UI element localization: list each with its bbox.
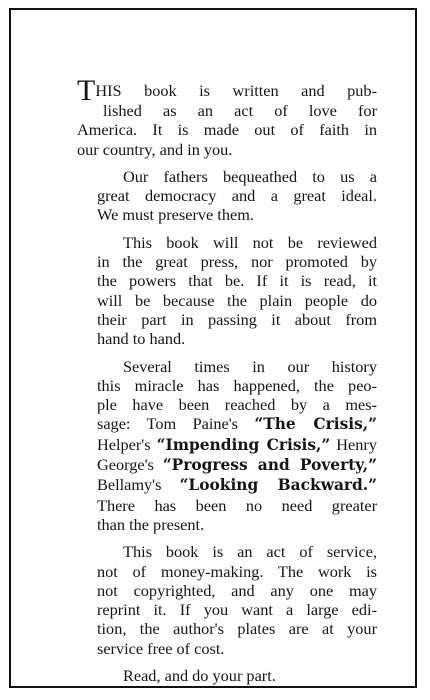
paragraph-6 — [77, 666, 377, 685]
paragraph-4-line-4 — [77, 414, 377, 434]
paragraph-4-line-5 — [77, 435, 377, 455]
paragraph-6-line-1: Read, and do your part. — [123, 666, 276, 686]
paragraph-4-line-6 — [77, 455, 377, 475]
text-block — [77, 74, 377, 693]
paragraph-3-line-2: in the great press, nor promoted by — [97, 252, 377, 272]
paragraph-3 — [77, 233, 377, 349]
paragraph-5-line-2: not of money-making. The work is — [97, 561, 377, 581]
paragraph-3-line-4: will be because the plain people do — [97, 290, 377, 310]
paragraph-1-line-2: lished as an act of love for — [103, 101, 377, 120]
paragraph-3-line-1: This book will not be reviewed — [123, 232, 377, 252]
paragraph-3-line-3: the powers that be. If it is read, it — [97, 271, 377, 291]
paragraph-4-line-5-text: Helper's — [97, 434, 157, 454]
title-progress-and-poverty: “Progress and Poverty,” — [162, 456, 377, 475]
paragraph-5-line-5: tion, the author's plates are at your — [97, 619, 377, 639]
paragraph-1-line-4: our country, and in you. — [77, 139, 233, 159]
paragraph-2-line-1: Our fathers bequeathed to us a — [123, 166, 377, 186]
page-border — [9, 8, 417, 688]
paragraph-4 — [77, 357, 377, 535]
paragraph-4-line-5-tail: Henry — [330, 434, 377, 454]
paragraph-4-line-7 — [77, 475, 377, 495]
paragraph-5 — [77, 542, 377, 658]
title-looking-backward: “Looking Backward.” — [179, 476, 377, 495]
paragraph-4-line-1: Several times in our history — [123, 356, 377, 376]
paragraph-2-line-3: We must preserve them. — [97, 205, 254, 225]
paragraph-3-line-5: their part in passing it about from — [97, 309, 377, 329]
paragraph-4-line-2: this miracle has happened, the peo- — [97, 375, 377, 395]
paragraph-3-line-6: hand to hand. — [97, 329, 186, 349]
paragraph-5-line-6: service free of cost. — [97, 638, 225, 658]
paragraph-4-line-3: ple have been reached by a mes- — [97, 395, 377, 415]
paragraph-1-line-3: America. It is made out of faith in — [77, 120, 377, 140]
paragraph-4-line-6-text: George's — [97, 455, 163, 475]
paragraph-4-line-8: There has been no need greater — [97, 495, 377, 515]
paragraph-1-line-1 — [77, 74, 377, 107]
drop-cap: T — [77, 74, 96, 107]
paragraph-4-line-7-text: Bellamy's — [97, 475, 180, 495]
paragraph-5-line-4: reprint it. If you want a large edi- — [97, 600, 377, 620]
title-impending-crisis: “Impending Crisis,” — [156, 435, 331, 454]
paragraph-4-line-4-text: sage: Tom Paine's — [97, 414, 255, 434]
title-the-crisis: “The Crisis,” — [254, 415, 377, 434]
paragraph-5-line-3: not copyrighted, and any one may — [97, 580, 377, 600]
paragraph-4-line-9: than the present. — [97, 514, 205, 534]
paragraph-1-line-1-text: HIS book is written and pub- — [95, 81, 377, 100]
paragraph-2 — [77, 167, 377, 225]
paragraph-5-line-1: This book is an act of service, — [123, 542, 377, 562]
paragraph-2-line-2: great democracy and a great ideal. — [97, 186, 377, 206]
paragraph-1 — [77, 74, 377, 159]
